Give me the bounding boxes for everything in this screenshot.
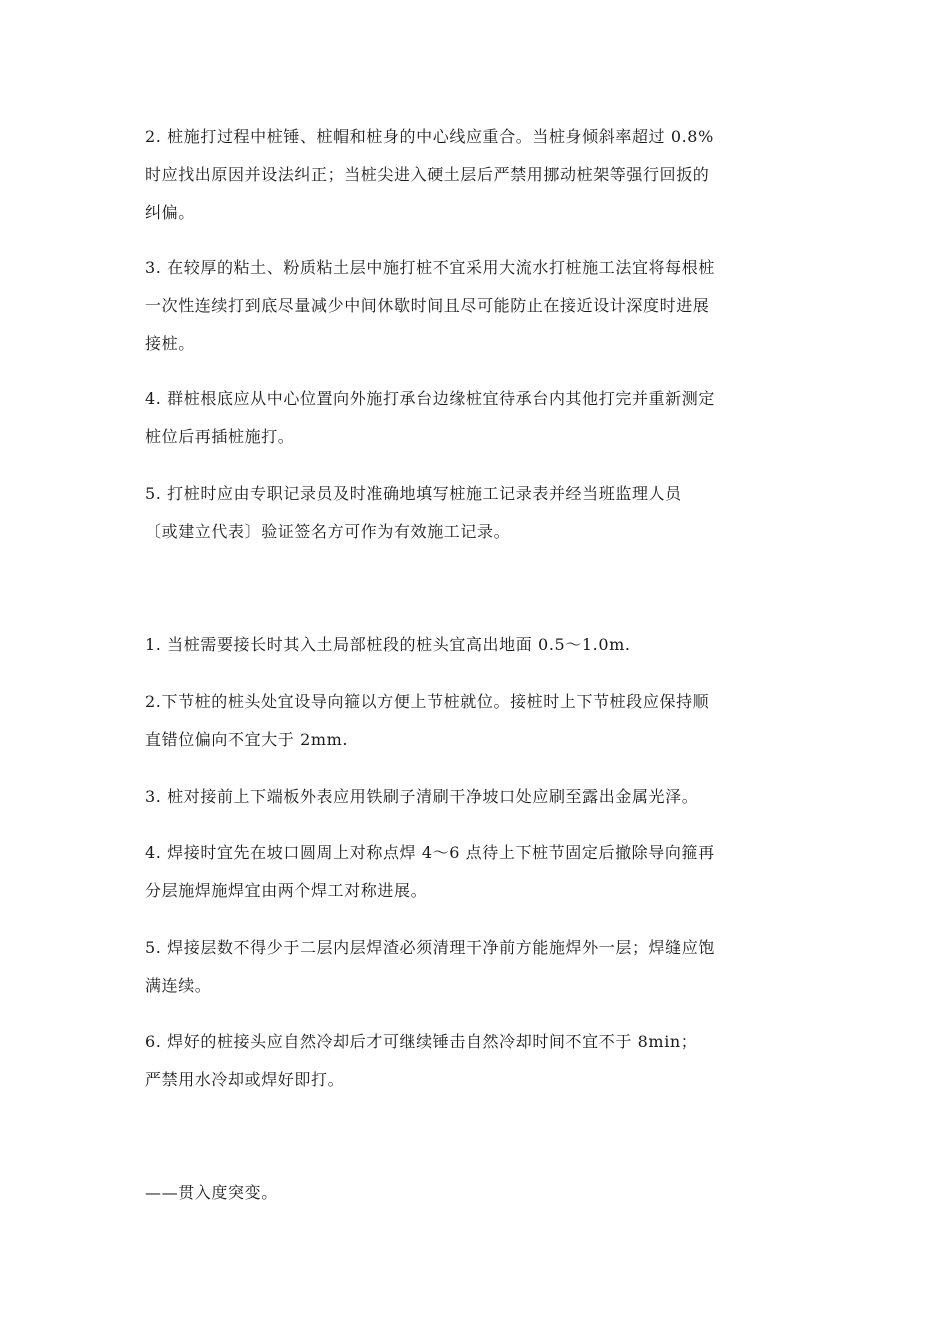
text-line: 2.下节桩的桩头处宜设导向箍以方便上节桩就位。接桩时上下节桩段应保持顺 xyxy=(145,692,710,711)
text-line: 纠偏。 xyxy=(145,203,195,222)
text-line: 接桩。 xyxy=(145,334,195,353)
paragraph-a4 xyxy=(145,380,810,456)
text-line: 3. 桩对接前上下端板外表应用铁刷子清刷干净坡口处应刷至露出金属光泽。 xyxy=(145,787,699,806)
text-line: 时应找出原因并设法纠正；当桩尖进入硬土层后严禁用挪动桩架等强行回扳的 xyxy=(145,165,710,184)
text-line: 5. 打桩时应由专职记录员及时准确地填写桩施工记录表并经当班监理人员 xyxy=(145,484,682,503)
text-line: 2. 桩施打过程中桩锤、桩帽和桩身的中心线应重合。当桩身倾斜率超过 0.8% xyxy=(145,127,714,146)
text-line: 6. 焊好的桩接头应自然冷却后才可继续锤击自然冷却时间不宜不于 8min； xyxy=(145,1032,698,1051)
text-line: 分层施焊施焊宜由两个焊工对称进展。 xyxy=(145,881,428,900)
paragraph-a2 xyxy=(145,118,810,232)
paragraph-a5 xyxy=(145,475,810,551)
paragraph-b3 xyxy=(145,778,810,816)
paragraph-b6 xyxy=(145,1023,810,1099)
paragraph-b5 xyxy=(145,929,810,1005)
text-line: 一次性连续打到底尽量减少中间休歇时间且尽可能防止在接近设计深度时进展 xyxy=(145,296,710,315)
text-line: 直错位偏向不宜大于 2mm. xyxy=(145,730,349,749)
text-line: 严禁用水冷却或焊好即打。 xyxy=(145,1070,345,1089)
text-line: 4. 焊接时宜先在坡口圆周上对称点焊 4～6 点待上下桩节固定后撤除导向箍再 xyxy=(145,843,715,862)
text-line: 5. 焊接层数不得少于二层内层焊渣必须清理干净前方能施焊外一层；焊缝应饱 xyxy=(145,938,715,957)
paragraph-b4 xyxy=(145,834,810,910)
text-line: ——贯入度突变。 xyxy=(145,1183,278,1202)
text-line: 3. 在较厚的粘土、粉质粘土层中施打桩不宜采用大流水打桩施工法宜将每根桩 xyxy=(145,258,715,277)
paragraph-a3 xyxy=(145,249,810,363)
paragraph-b1 xyxy=(145,626,810,664)
text-line: 4. 群桩根底应从中心位置向外施打承台边缘桩宜待承台内其他打完并重新测定 xyxy=(145,389,715,408)
paragraph-b2 xyxy=(145,683,810,759)
text-line: 〔或建立代表〕验证签名方可作为有效施工记录。 xyxy=(145,522,511,541)
footer-note xyxy=(145,1174,810,1212)
text-line: 1. 当桩需要接长时其入土局部桩段的桩头宜高出地面 0.5～1.0m. xyxy=(145,635,631,654)
text-line: 桩位后再插桩施打。 xyxy=(145,427,295,446)
text-line: 满连续。 xyxy=(145,976,212,995)
